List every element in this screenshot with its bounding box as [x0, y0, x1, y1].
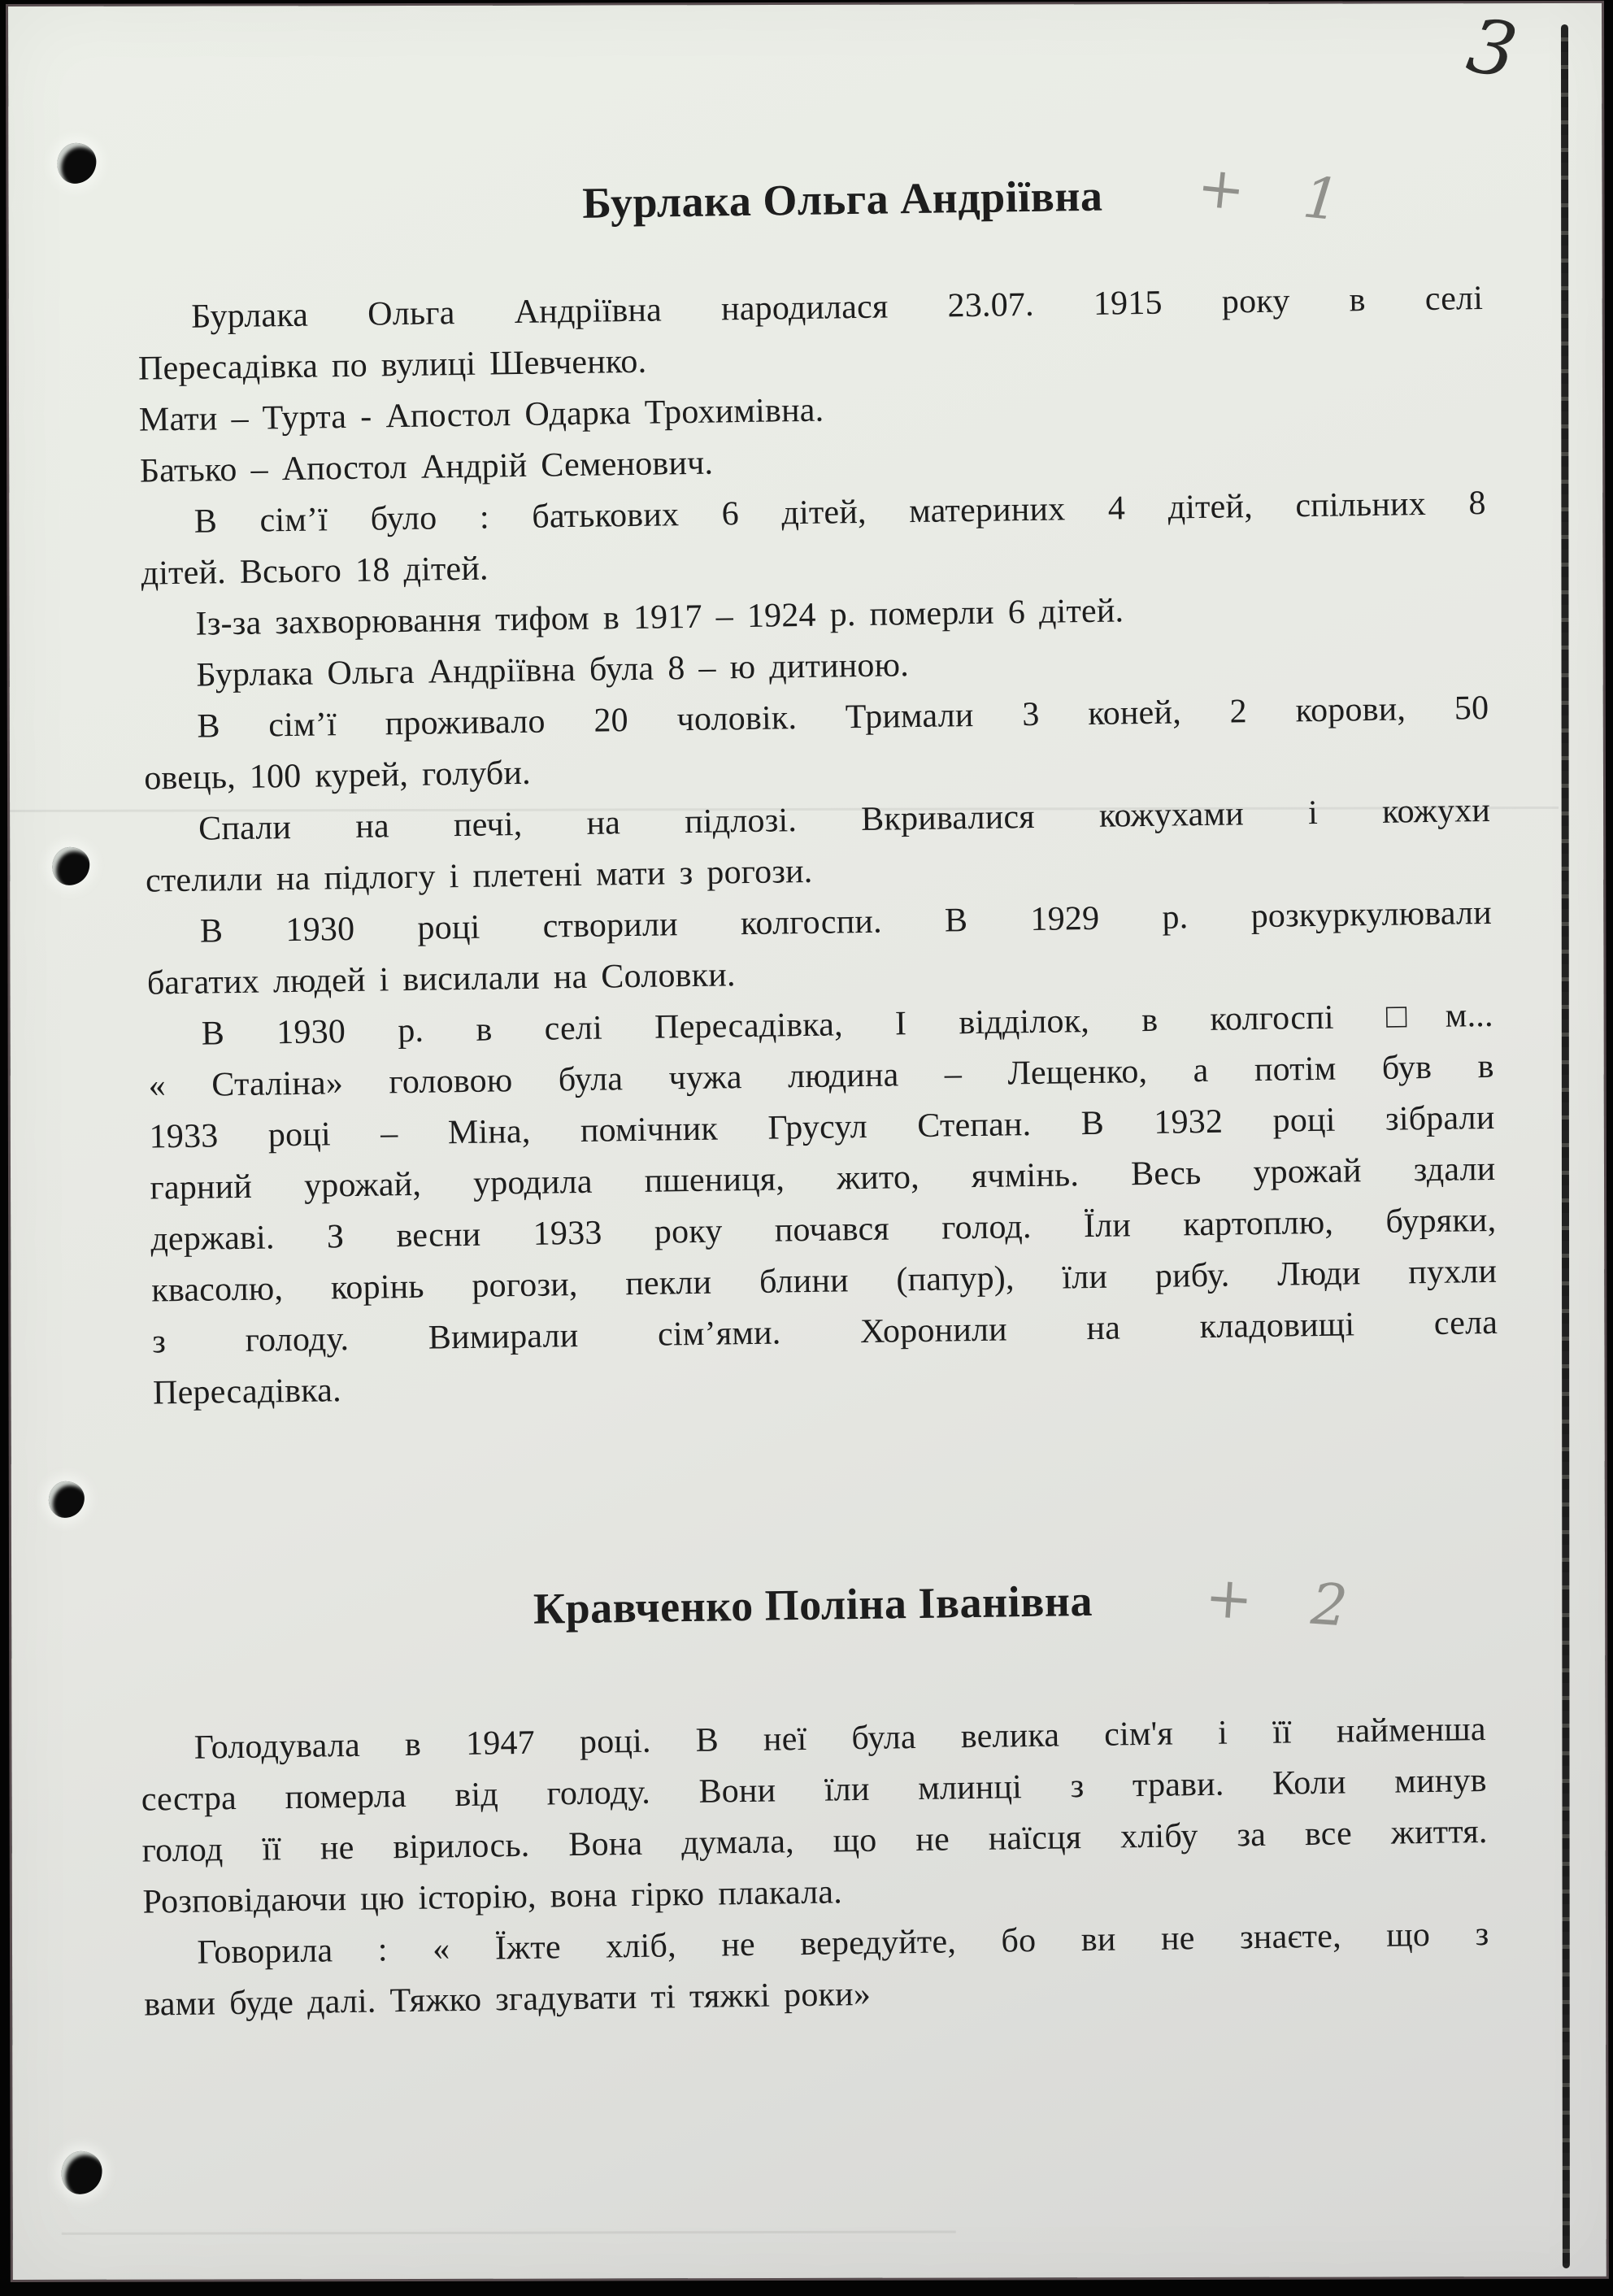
text-line: Бурлака Ольга Андріївна народилася 23.07. 1915 року в селі: [190, 279, 1484, 336]
paragraph-burlaka: [137, 273, 1499, 1420]
text-line: квасолю, корінь рогози, пекли блини (папур), їли рибу. Люди пухли: [150, 1252, 1498, 1310]
text-line: з голоду. Вимирали сім’ями. Хоронили на кладовищі села: [151, 1303, 1498, 1361]
text-line: стелили на підлогу і плетені мати з рогози.: [145, 852, 813, 900]
text-line: овець, 100 курей, голуби.: [143, 754, 532, 798]
text-line: Говорила : « Їжте хліб, не вередуйте, бо ви не знаєте, що з: [197, 1915, 1489, 1972]
text-line: В 1930 році створили колгоспи. В 1929 р. розкуркулювали: [199, 894, 1493, 950]
text-line: Із-за захворювання тифом в 1917 – 1924 р. померли 6 дітей.: [195, 592, 1124, 643]
text-line: вами буде далі. Тяжко згадувати ті тяжкі роки»: [144, 1975, 872, 2024]
text-line: Спали на печі, на підлозі. Вкривалися кожухами і кожухи: [198, 791, 1491, 848]
text-line: сестра померла від голоду. Вони їли млинці з трави. Коли минув: [141, 1761, 1487, 1819]
text-line: голод її не вірилось. Вона думала, що не наїсця хлібу за все життя.: [141, 1812, 1488, 1870]
paragraph-kravchenko: [140, 1704, 1489, 2031]
handwritten-page-number: 3: [1461, 1, 1524, 96]
handwritten-mark-2: + 2: [1202, 1563, 1352, 1640]
text-line: Розповідаючи цю історію, вона гірко плакала.: [142, 1873, 843, 1921]
paper-sheet: [8, 3, 1606, 2280]
text-line: « Сталіна» головою була чужа людина – Лещенко, а потім був в: [148, 1047, 1494, 1105]
text-line: Мати – Турта - Апостол Одарка Трохимівна.: [138, 391, 824, 439]
section-title-kravchenko: Кравченко Поліна Іванівна: [533, 1576, 1093, 1633]
text-line: Голодувала в 1947 році. В неї була велика сім'я і її найменша: [193, 1710, 1487, 1767]
text-line: багатих людей і висилали на Соловки.: [146, 956, 736, 1002]
text-line: державі. З весни 1933 року почався голод. Їли картоплю, буряки,: [150, 1201, 1497, 1259]
text-line: Бурлака Ольга Андріївна була 8 – ю дитиною.: [196, 646, 910, 694]
text-line: дітей. Всього 18 дітей.: [141, 550, 489, 593]
text-line: В сім’ї проживало 20 чоловік. Тримали 3 коней, 2 корови, 50: [197, 689, 1489, 746]
text-line: В 1930 р. в селі Пересадівка, І відділок, в колгоспі □м...: [201, 996, 1493, 1053]
text-line: В сім’ї було : батькових 6 дітей, материних 4 дітей, спільних 8: [193, 484, 1486, 541]
handwritten-mark-1: + 1: [1193, 152, 1345, 234]
text-line: 1933 році – Міна, помічник Грусул Степан. В 1932 році зібрали: [149, 1098, 1495, 1156]
text-line: Батько – Апостол Андрій Семенович.: [139, 444, 714, 490]
text-line: Пересадівка.: [152, 1372, 342, 1412]
text-line: Пересадівка по вулиці Шевченко.: [137, 342, 647, 388]
text-line: гарний урожай, уродила пшениця, жито, ячмінь. Весь урожай здали: [150, 1150, 1496, 1207]
document-text: [8, 3, 1613, 2296]
section-title-burlaka: Бурлака Ольга Андріївна: [581, 171, 1103, 228]
